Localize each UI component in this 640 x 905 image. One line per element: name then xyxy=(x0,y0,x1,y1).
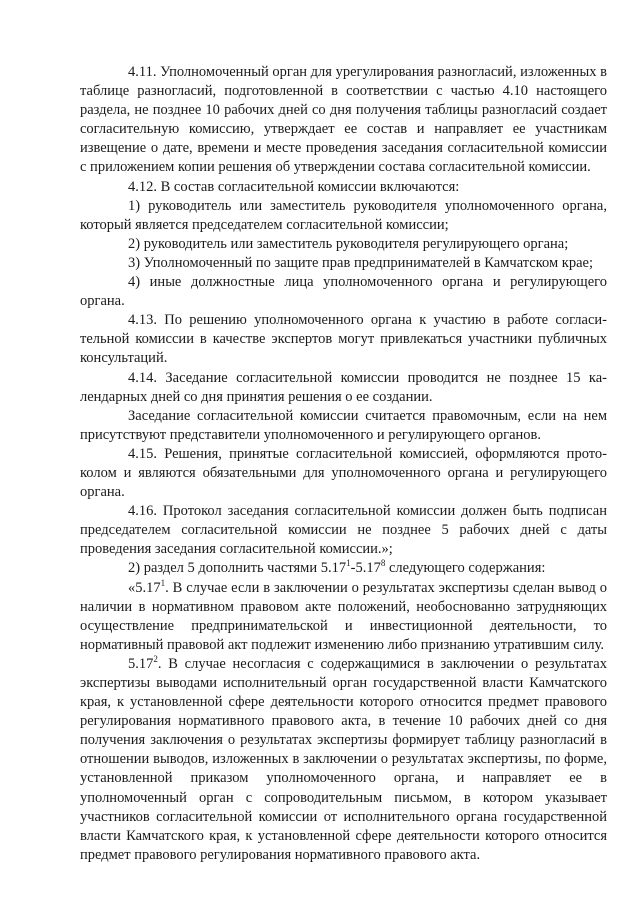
paragraph-4-14: 4.14. Заседание согласительной комиссии проводится не позднее 15 календарных дней со дня принятия решения о ее создании. xyxy=(80,369,607,405)
superscript-1: 1 xyxy=(346,558,351,569)
paragraph-quorum: Заседание согласительной комиссии считается правомочным, если на нем присутствуют представители уполномоченного и регулирующего органов. xyxy=(80,407,607,443)
amendment-text-end: следующего содержания: xyxy=(385,560,546,577)
superscript-8: 8 xyxy=(380,558,386,569)
list-item-3: 3) Уполномоченный по защите прав предпринимателей в Камчатском крае; xyxy=(128,254,593,271)
amendment-text-start: 2) раздел 5 дополнить частями 5.17 xyxy=(128,560,347,577)
clause-superscript: 2 xyxy=(153,654,158,665)
clause-number: 5.17 xyxy=(128,655,154,672)
paragraph-5-17-1 xyxy=(80,579,607,655)
amendment-text-range: -5.17 xyxy=(350,560,381,577)
paragraph-4-13: 4.13. По решению уполномоченного органа к участию в работе согласительной комиссии в качестве экспертов могут привлекаться участники публичных консультаций. xyxy=(80,312,607,367)
paragraph-4-16: 4.16. Протокол заседания согласительной комиссии должен быть подписан председателем согласительной комиссии не позднее 5 рабочих дней с даты проведения заседания согласительной комиссии.»; xyxy=(80,503,607,558)
clause-superscript: 1 xyxy=(160,577,166,588)
paragraph-4-15: 4.15. Решения, принятые согласительной комиссией, оформляются протоколом и являются обязательными для уполномоченного органа и регулирующего органа. xyxy=(80,445,607,501)
list-item-2: 2) руководитель или заместитель руководителя регулирующего органа; xyxy=(128,235,569,252)
clause-text: . В случае несогласия с содержащимися в заключении о результатах экспертизы выводами исполнительный орган государственной власти Камчатского края, к установленной сфере деятельности которого относится предмет правового регулирования нормативного правового акта, в течение 10 рабочих дней со дня получения заключения о результатах экспертизы формирует таблицу разногласий в отношении выводов, изложенных в заключении о результатах экспертизы, по форме, установленной приказом уполномоченного органа, и направляет ее в уполномоченный орган с сопроводительным письмом, в котором указывает участников согласительной комиссии от исполнительного органа государственной власти Камчатского края, к установленной сфере деятельности которого относится предмет правового регулирования нормативного правового акта. xyxy=(80,655,607,863)
document-text xyxy=(80,63,607,865)
paragraph-5-17-2 xyxy=(80,655,607,865)
list-item-4: 4) иные должностные лица уполномоченного органа и регулирующего органа. xyxy=(80,274,607,310)
clause-number: «5.17 xyxy=(128,579,161,596)
paragraph-section-5-amendment xyxy=(80,559,607,578)
paragraph-4-11: 4.11. Уполномоченный орган для урегулирования разногласий, изложенных в таблице разногласий, подготовленной в соответствии с частью 4.10 настоящего раздела, не позднее 10 рабочих дней со дня получения таблицы разногласий создает согласительную комиссию, утверждает ее состав и направляет ее участникам извещение о дате, времени и месте проведения заседания согласительной комиссии с приложением копии решения об утверждении состава согласительной комиссии. xyxy=(80,64,607,176)
clause-text: . В случае если в заключении о результатах экспертизы сделан вывод о наличии в нормативном правовом акте положений, необоснованно затрудняющих осуществление предпринимательской и инвестиционной деятельности, то нормативный правовой акт подлежит изменению либо признанию утратившим силу. xyxy=(80,579,607,653)
paragraph-4-12: 4.12. В состав согласительной комиссии включаются: xyxy=(128,178,460,195)
list-item-1: 1) руководитель или заместитель руководителя уполномоченного органа, который является председателем согласительной комиссии; xyxy=(80,197,607,233)
